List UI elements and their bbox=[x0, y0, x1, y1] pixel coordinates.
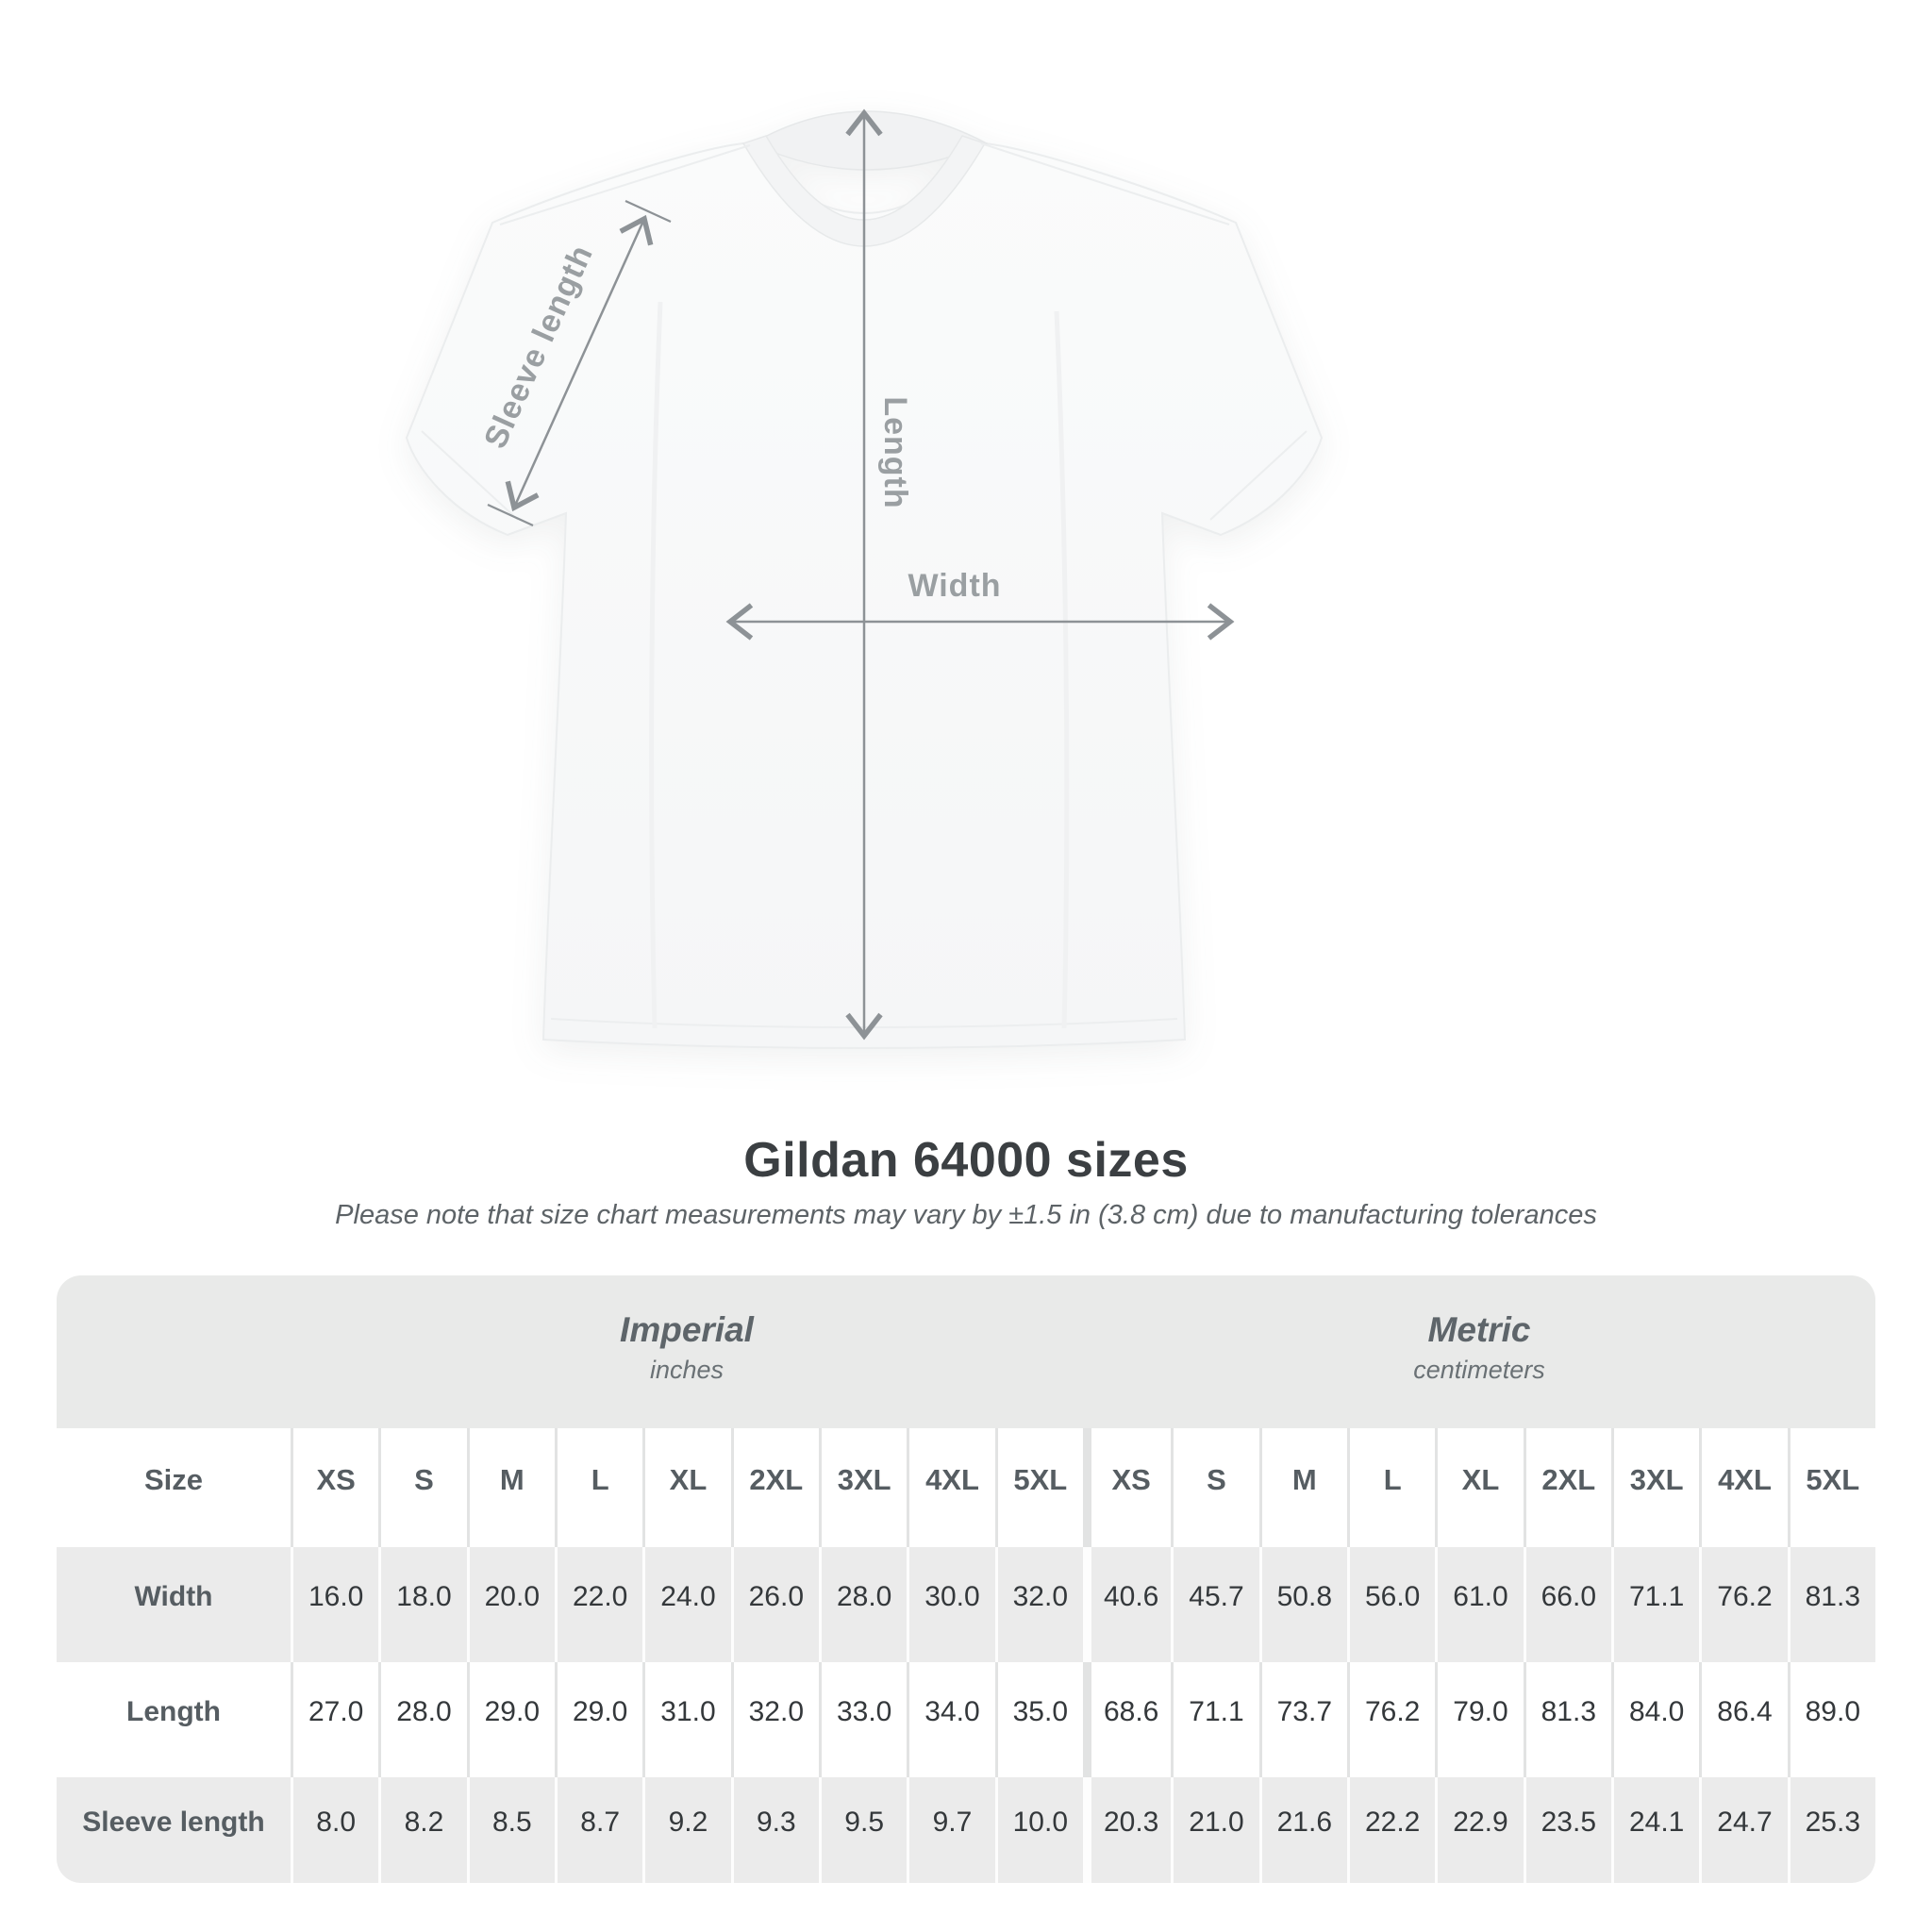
size-header-cell: XL bbox=[642, 1428, 730, 1547]
value-cell: 8.2 bbox=[378, 1777, 466, 1883]
value-cell: 9.7 bbox=[907, 1777, 994, 1883]
width-label: Width bbox=[908, 568, 1002, 604]
size-header-cell: S bbox=[378, 1428, 466, 1547]
value-cell: 76.2 bbox=[1347, 1662, 1435, 1777]
size-chart-table bbox=[57, 1275, 1875, 1883]
size-header-cell: 4XL bbox=[1699, 1428, 1787, 1547]
value-cell: 18.0 bbox=[378, 1547, 466, 1662]
value-cell: 28.0 bbox=[819, 1547, 907, 1662]
value-cell: 9.3 bbox=[731, 1777, 819, 1883]
value-cell: 40.6 bbox=[1083, 1547, 1171, 1662]
unit-header-row bbox=[57, 1275, 1875, 1428]
size-header-cell: 2XL bbox=[1524, 1428, 1611, 1547]
value-cell: 8.0 bbox=[291, 1777, 378, 1883]
data-row-width bbox=[57, 1547, 1875, 1662]
value-cell: 24.1 bbox=[1611, 1777, 1699, 1883]
size-column-spacer bbox=[57, 1275, 291, 1428]
size-header-cell: 2XL bbox=[731, 1428, 819, 1547]
value-cell: 89.0 bbox=[1788, 1662, 1875, 1777]
value-cell: 34.0 bbox=[907, 1662, 994, 1777]
value-cell: 10.0 bbox=[995, 1777, 1083, 1883]
value-cell: 21.0 bbox=[1171, 1777, 1258, 1883]
size-header-cell: 3XL bbox=[1611, 1428, 1699, 1547]
size-header-cell: 5XL bbox=[995, 1428, 1083, 1547]
metric-label: Metric bbox=[1427, 1309, 1531, 1349]
value-cell: 76.2 bbox=[1699, 1547, 1787, 1662]
value-cell: 84.0 bbox=[1611, 1662, 1699, 1777]
tolerance-note: Please note that size chart measurements may vary by ±1.5 in (3.8 cm) due to manufacturing tolerances bbox=[335, 1200, 1597, 1230]
value-cell: 68.6 bbox=[1083, 1662, 1171, 1777]
size-header-cell: M bbox=[1259, 1428, 1347, 1547]
value-cell: 35.0 bbox=[995, 1662, 1083, 1777]
value-cell: 24.7 bbox=[1699, 1777, 1787, 1883]
value-cell: 79.0 bbox=[1435, 1662, 1523, 1777]
row-label: Sleeve length bbox=[82, 1807, 265, 1838]
value-cell: 8.7 bbox=[555, 1777, 642, 1883]
sleeve-length-label: Sleeve length bbox=[476, 239, 601, 455]
value-cell: 45.7 bbox=[1171, 1547, 1258, 1662]
value-cell: 71.1 bbox=[1611, 1547, 1699, 1662]
value-cell: 25.3 bbox=[1788, 1777, 1875, 1883]
size-header-cell: 3XL bbox=[819, 1428, 907, 1547]
value-cell: 32.0 bbox=[731, 1662, 819, 1777]
row-label: Length bbox=[126, 1696, 221, 1727]
size-header-cell: L bbox=[1347, 1428, 1435, 1547]
value-cell: 81.3 bbox=[1788, 1547, 1875, 1662]
value-cell: 50.8 bbox=[1259, 1547, 1347, 1662]
value-cell: 16.0 bbox=[291, 1547, 378, 1662]
value-cell: 73.7 bbox=[1259, 1662, 1347, 1777]
value-cell: 32.0 bbox=[995, 1547, 1083, 1662]
size-header-cell: XS bbox=[291, 1428, 378, 1547]
size-column-header: Size bbox=[143, 1463, 204, 1496]
size-header-cell: 4XL bbox=[907, 1428, 994, 1547]
size-header-cell: XL bbox=[1435, 1428, 1523, 1547]
value-cell: 22.2 bbox=[1347, 1777, 1435, 1883]
value-cell: 27.0 bbox=[291, 1662, 378, 1777]
value-cell: 81.3 bbox=[1524, 1662, 1611, 1777]
value-cell: 56.0 bbox=[1347, 1547, 1435, 1662]
value-cell: 8.5 bbox=[467, 1777, 555, 1883]
value-cell: 22.0 bbox=[555, 1547, 642, 1662]
value-cell: 29.0 bbox=[555, 1662, 642, 1777]
row-label: Width bbox=[134, 1581, 213, 1612]
imperial-label: Imperial bbox=[620, 1309, 754, 1349]
value-cell: 33.0 bbox=[819, 1662, 907, 1777]
value-cell: 61.0 bbox=[1435, 1547, 1523, 1662]
length-label: Length bbox=[877, 396, 913, 509]
value-cell: 71.1 bbox=[1171, 1662, 1258, 1777]
data-row-sleeve-length bbox=[57, 1777, 1875, 1883]
page-title: Gildan 64000 sizes bbox=[743, 1133, 1189, 1188]
imperial-unit-header bbox=[291, 1275, 1083, 1428]
value-cell: 22.9 bbox=[1435, 1777, 1523, 1883]
size-header-cell: M bbox=[467, 1428, 555, 1547]
size-header-cell: S bbox=[1171, 1428, 1258, 1547]
value-cell: 9.5 bbox=[819, 1777, 907, 1883]
size-header-cell: XS bbox=[1083, 1428, 1171, 1547]
value-cell: 21.6 bbox=[1259, 1777, 1347, 1883]
metric-sub-label: centimeters bbox=[1413, 1355, 1545, 1384]
value-cell: 26.0 bbox=[731, 1547, 819, 1662]
value-cell: 29.0 bbox=[467, 1662, 555, 1777]
size-header-cell: 5XL bbox=[1788, 1428, 1875, 1547]
value-cell: 28.0 bbox=[378, 1662, 466, 1777]
size-header-cell: L bbox=[555, 1428, 642, 1547]
value-cell: 31.0 bbox=[642, 1662, 730, 1777]
value-cell: 20.0 bbox=[467, 1547, 555, 1662]
value-cell: 20.3 bbox=[1083, 1777, 1171, 1883]
size-header-row bbox=[57, 1428, 1875, 1547]
value-cell: 9.2 bbox=[642, 1777, 730, 1883]
value-cell: 23.5 bbox=[1524, 1777, 1611, 1883]
value-cell: 30.0 bbox=[907, 1547, 994, 1662]
metric-unit-header bbox=[1083, 1275, 1875, 1428]
value-cell: 24.0 bbox=[642, 1547, 730, 1662]
data-row-length bbox=[57, 1662, 1875, 1777]
imperial-sub-label: inches bbox=[649, 1355, 724, 1384]
value-cell: 86.4 bbox=[1699, 1662, 1787, 1777]
value-cell: 66.0 bbox=[1524, 1547, 1611, 1662]
